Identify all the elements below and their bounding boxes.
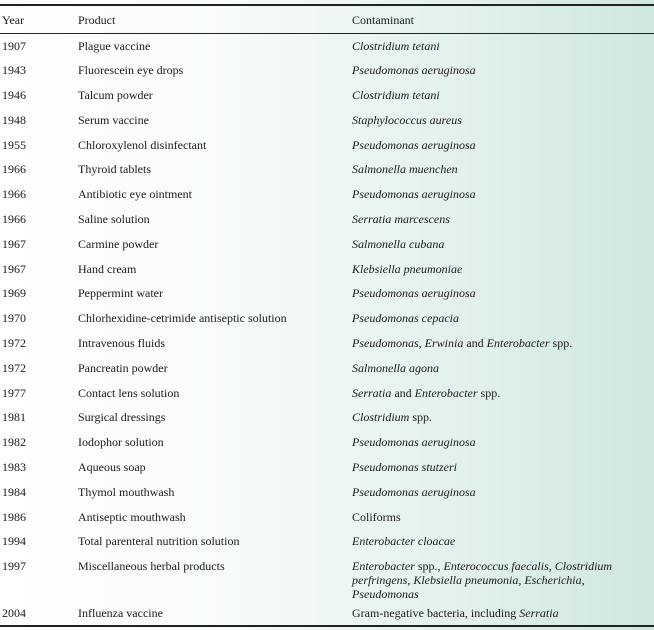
contaminant-italic-text: Enterobacter	[486, 336, 550, 351]
cell-year: 1966	[2, 162, 26, 177]
cell-product: Pancreatin powder	[78, 360, 168, 375]
cell-contaminant	[352, 306, 654, 331]
table-row	[0, 601, 654, 626]
contaminant-italic-text: Staphylococcus aureus	[352, 112, 462, 127]
cell-year: 1983	[2, 460, 26, 475]
cell-contaminant	[352, 232, 654, 257]
cell-contaminant	[352, 281, 654, 306]
cell-year: 1948	[2, 112, 26, 127]
header-row	[0, 5, 654, 34]
contaminant-italic-text: Pseudomonas aeruginosa	[352, 187, 476, 202]
table-row	[0, 281, 654, 306]
cell-product: Intravenous fluids	[78, 336, 165, 351]
cell-year: 1981	[2, 410, 26, 425]
cell-contaminant	[352, 34, 654, 59]
contaminant-text: Gram-negative bacteria, including	[352, 606, 520, 621]
cell-contaminant	[352, 554, 654, 601]
contaminant-italic-text: Clostridium tetani	[352, 39, 440, 53]
contaminant-italic-text: Enterobacter	[352, 559, 415, 574]
table-row	[0, 381, 654, 406]
cell-year: 1982	[2, 435, 26, 450]
cell-year: 1970	[2, 311, 26, 326]
table-row	[0, 505, 654, 530]
header-product: Product	[78, 12, 116, 27]
cell-product: Peppermint water	[78, 286, 163, 301]
table-row	[0, 529, 654, 554]
contaminant-italic-text: Serratia	[519, 606, 559, 621]
contaminant-text: spp.	[477, 385, 501, 400]
table-row	[0, 480, 654, 505]
cell-year: 1994	[2, 534, 26, 549]
cell-contaminant	[352, 331, 654, 356]
header-year: Year	[2, 12, 25, 27]
cell-year: 1967	[2, 236, 26, 251]
contaminant-italic-text: Enterobacter cloacae	[352, 534, 456, 549]
cell-product: Iodophor solution	[78, 435, 164, 450]
table-row	[0, 108, 654, 133]
cell-product: Chlorhexidine-cetrimide antiseptic solution	[78, 311, 287, 326]
contaminant-italic-text: Pseudomonas	[352, 336, 419, 351]
contaminant-italic-text: Salmonella agona	[352, 360, 439, 375]
table-row	[0, 257, 654, 282]
table-row	[0, 405, 654, 430]
cell-year: 1943	[2, 63, 26, 78]
contaminant-text: spp.	[549, 336, 573, 351]
contamination-table	[0, 4, 654, 627]
cell-contaminant	[352, 58, 654, 83]
cell-contaminant	[352, 83, 654, 108]
cell-year: 1972	[2, 360, 26, 375]
cell-year: 1966	[2, 187, 26, 202]
cell-year: 1907	[2, 39, 26, 53]
cell-contaminant	[352, 257, 654, 282]
cell-product: Total parenteral nutrition solution	[78, 534, 240, 549]
cell-contaminant	[352, 356, 654, 381]
contaminant-italic-text: Salmonella cubana	[352, 236, 445, 251]
cell-contaminant	[352, 430, 654, 455]
contaminant-text: spp.,	[414, 559, 444, 574]
cell-contaminant	[352, 529, 654, 554]
cell-year: 1969	[2, 286, 26, 301]
cell-contaminant	[352, 601, 654, 626]
cell-product: Antiseptic mouthwash	[78, 509, 186, 524]
contaminant-italic-text: Salmonella muenchen	[352, 162, 458, 177]
table-row	[0, 430, 654, 455]
contaminant-italic-text: Pseudomonas aeruginosa	[352, 286, 476, 301]
cell-year: 2004	[2, 606, 26, 621]
contaminant-italic-text: Enterococcus faecalis, Clostridium perfringens, Klebsiella pneumonia, Escherichia, Pseudomonas	[352, 559, 613, 602]
header-contaminant: Contaminant	[352, 12, 414, 27]
cell-product: Serum vaccine	[78, 112, 149, 127]
cell-product: Surgical dressings	[78, 410, 166, 425]
table-row	[0, 306, 654, 331]
table-row	[0, 331, 654, 356]
contaminant-italic-text: Serratia	[352, 385, 392, 400]
contaminant-italic-text: Pseudomonas stutzeri	[352, 460, 457, 475]
cell-contaminant	[352, 455, 654, 480]
contaminant-text: and	[391, 385, 415, 400]
cell-product: Antibiotic eye ointment	[78, 187, 192, 202]
cell-contaminant	[352, 157, 654, 182]
cell-product: Talcum powder	[78, 88, 153, 103]
cell-contaminant	[352, 480, 654, 505]
contaminant-text: spp.	[409, 410, 433, 425]
contaminant-text: and	[463, 336, 487, 351]
cell-year: 1997	[2, 559, 26, 574]
cell-contaminant	[352, 108, 654, 133]
cell-product: Chloroxylenol disinfectant	[78, 137, 207, 152]
table-row	[0, 157, 654, 182]
table-row	[0, 133, 654, 158]
cell-year: 1972	[2, 336, 26, 351]
contaminant-text: ,	[418, 336, 425, 351]
cell-contaminant	[352, 133, 654, 158]
cell-year: 1967	[2, 261, 26, 276]
table-row	[0, 232, 654, 257]
cell-product: Hand cream	[78, 261, 137, 276]
table-body	[0, 34, 654, 627]
cell-year: 1966	[2, 212, 26, 227]
cell-contaminant	[352, 182, 654, 207]
table-row	[0, 83, 654, 108]
cell-product: Plague vaccine	[78, 39, 151, 53]
cell-product: Contact lens solution	[78, 385, 180, 400]
contaminant-italic-text: Enterobacter	[414, 385, 478, 400]
contaminant-italic-text: Clostridium tetani	[352, 88, 440, 103]
table-row	[0, 58, 654, 83]
cell-product: Miscellaneous herbal products	[78, 559, 225, 574]
table-row	[0, 554, 654, 601]
cell-contaminant	[352, 207, 654, 232]
cell-product: Aqueous soap	[78, 460, 146, 475]
cell-year: 1977	[2, 385, 26, 400]
contaminant-italic-text: Pseudomonas cepacia	[352, 311, 459, 326]
table-row	[0, 455, 654, 480]
contaminant-italic-text: Serratia marcescens	[352, 212, 450, 227]
cell-product: Fluorescein eye drops	[78, 63, 184, 78]
cell-product: Carmine powder	[78, 236, 159, 251]
cell-year: 1955	[2, 137, 26, 152]
contaminant-italic-text: Pseudomonas aeruginosa	[352, 63, 476, 78]
cell-product: Influenza vaccine	[78, 606, 163, 621]
cell-product: Saline solution	[78, 212, 150, 227]
cell-product: Thymol mouthwash	[78, 484, 175, 499]
cell-contaminant	[352, 405, 654, 430]
cell-year: 1986	[2, 509, 26, 524]
contaminant-italic-text: Pseudomonas aeruginosa	[352, 435, 476, 450]
contaminant-italic-text: Klebsiella pneumoniae	[352, 261, 463, 276]
contaminant-italic-text: Erwinia	[424, 336, 464, 351]
table-row	[0, 182, 654, 207]
contaminant-text: Coliforms	[352, 509, 401, 524]
table-row	[0, 356, 654, 381]
cell-year: 1984	[2, 484, 26, 499]
cell-contaminant	[352, 505, 654, 530]
table-row	[0, 34, 654, 59]
contaminant-italic-text: Pseudomonas aeruginosa	[352, 137, 476, 152]
cell-year: 1946	[2, 88, 26, 103]
table-row	[0, 207, 654, 232]
cell-product: Thyroid tablets	[78, 162, 151, 177]
contaminant-italic-text: Clostridium	[352, 410, 410, 425]
cell-contaminant	[352, 381, 654, 406]
contaminant-italic-text: Pseudomonas aeruginosa	[352, 484, 476, 499]
